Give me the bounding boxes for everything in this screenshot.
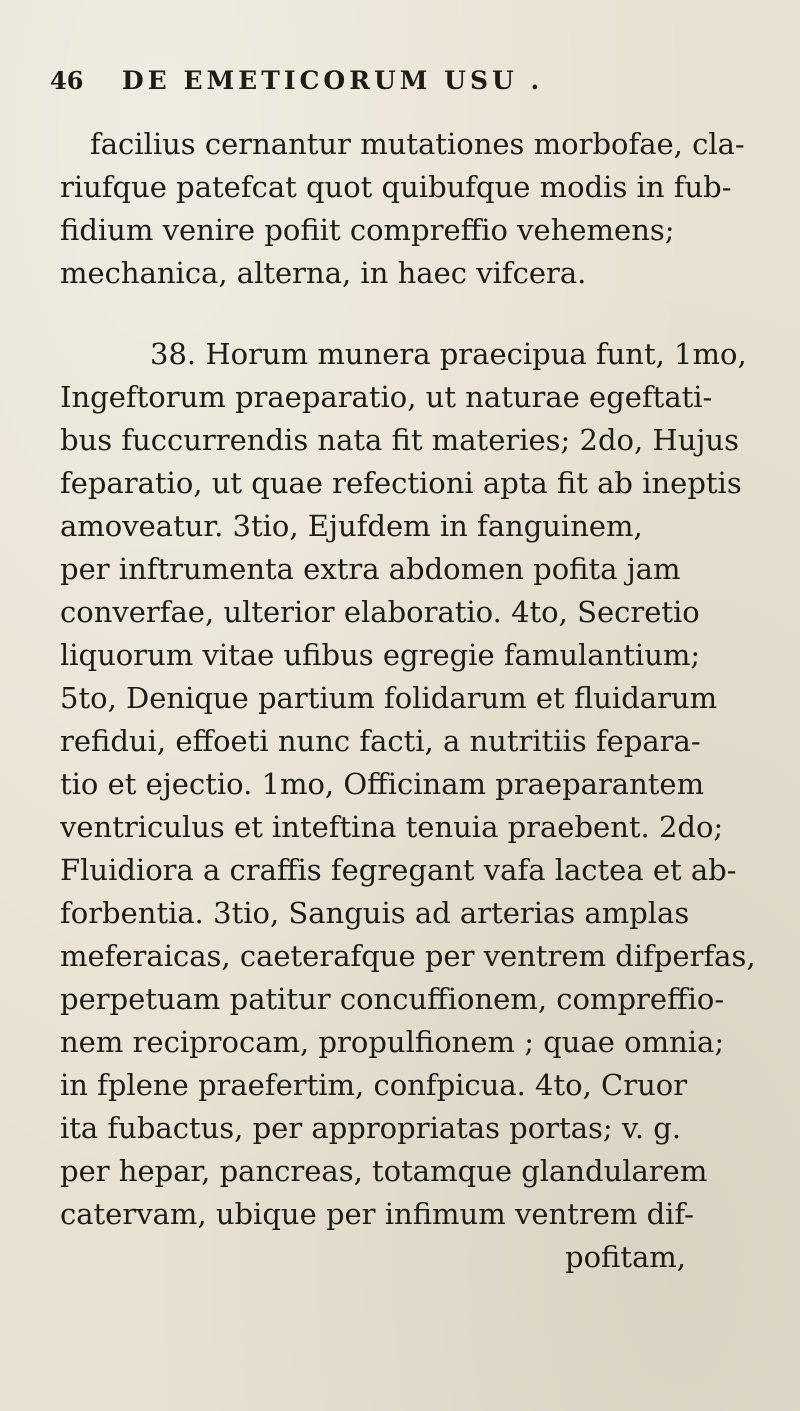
text-line: fidium venire pofiit compreffio vehemens; [60,213,675,247]
text-line: liquorum vitae ufibus egregie famulantium; [60,638,701,672]
text-line: tio et ejectio. 1mo, Officinam praeparantem [60,767,705,801]
text-line: pofitam, [565,1240,687,1274]
text-line: 5to, Denique partium folidarum et fluidarum [60,681,718,715]
text-line: nem reciprocam, propulfionem ; quae omnia; [60,1025,725,1059]
text-line: catervam, ubique per infimum ventrem dif- [60,1197,694,1231]
text-line: Fluidiora a craffis fegregant vafa lactea et ab- [60,853,737,887]
text-line: meferaicas, caeterafque per ventrem difperfas, [60,939,756,973]
text-line: riufque patefcat quot quibufque modis in fub- [60,170,732,204]
text-line: facilius cernantur mutationes morbofae, cla- [90,127,745,161]
text-line: forbentia. 3tio, Sanguis ad arterias amplas [60,896,690,930]
text-line: converfae, ulterior elaboratio. 4to, Secretio [60,595,700,629]
text-line: mechanica, alterna, in haec vifcera. [60,256,587,290]
text-line: amoveatur. 3tio, Ejufdem in fanguinem, [60,509,643,543]
text-line: in fplene praefertim, confpicua. 4to, Cruor [60,1068,688,1102]
page-number: 46 [50,66,84,95]
page-header [50,62,750,102]
text-line: ventriculus et inteftina tenuia praebent. 2do; [60,810,724,844]
text-line: feparatio, ut quae refectioni apta fit ab ineptis [60,466,742,500]
text-line: Ingeftorum praeparatio, ut naturae egeftati- [60,380,713,414]
text-line: ita fubactus, per appropriatas portas; v. g. [60,1111,682,1145]
running-head: DE EMETICORUM USU . [122,66,544,95]
text-line: bus fuccurrendis nata fit materies; 2do, Hujus [60,423,739,457]
text-line: 38. Horum munera praecipua funt, 1mo, [150,337,747,371]
text-line: perpetuam patitur concuffionem, compreffio- [60,982,725,1016]
text-line: per inftrumenta extra abdomen pofita jam [60,552,681,586]
text-line: per hepar, pancreas, totamque glandularem [60,1154,708,1188]
text-line: refidui, effoeti nunc facti, a nutritiis fepara- [60,724,701,758]
